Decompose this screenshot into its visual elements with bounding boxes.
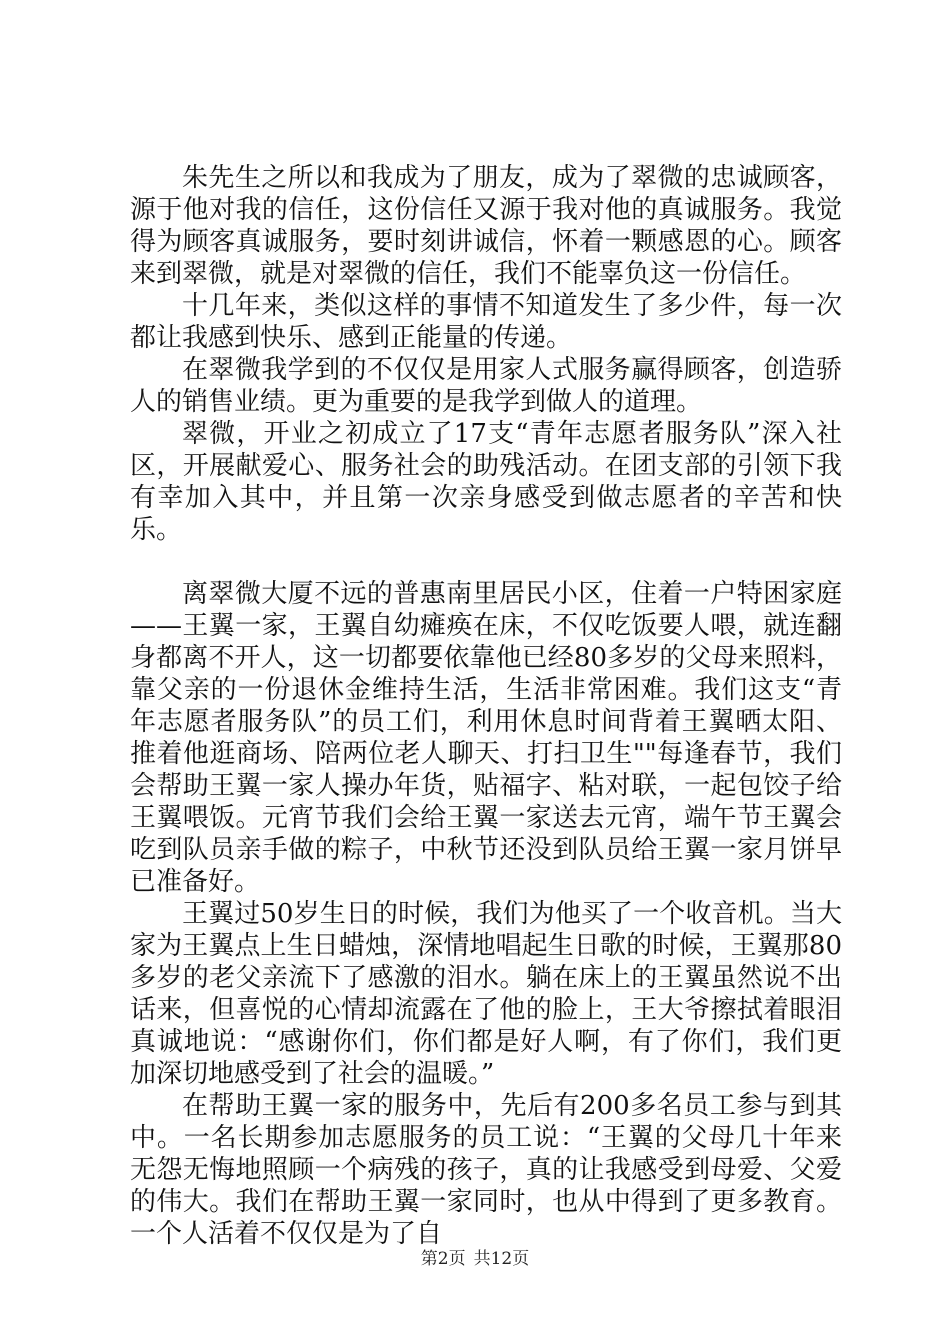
paragraph-3: 在翠微我学到的不仅仅是用家人式服务赢得顾客，创造骄人的销售业绩。更为重要的是我学到做人的道理。 [130,355,842,417]
paragraph-5: 离翠微大厦不远的普惠南里居民小区，住着一户特困家庭——王翼一家，王翼自幼瘫痪在床，不仅吃饭要人喂，就连翻身都离不开人，这一切都要依靠他已经80多岁的父母来照料，靠父亲的一份退休金维持生活，生活非常困难。我们这支“青年志愿者服务队”的员工们，利用休息时间背着王翼晒太阳、推着他逛商场、陪两位老人聊天、打扫卫生""每逢春节，我们会帮助王翼一家人操办年货，贴福字、粘对联，一起包饺子给王翼喂饭。元宵节我们会给王翼一家送去元宵，端午节王翼会吃到队员亲手做的粽子，中秋节还没到队员给王翼一家月饼早已准备好。 [130,579,842,897]
paragraph-2: 十几年来，类似这样的事情不知道发生了多少件，每一次都让我感到快乐、感到正能量的传递。 [130,291,842,353]
page-footer [0,1244,950,1269]
paragraph-1: 朱先生之所以和我成为了朋友，成为了翠微的忠诚顾客，源于他对我的信任，这份信任又源于我对他的真诚服务。我觉得为顾客真诚服务，要时刻讲诚信，怀着一颗感恩的心。顾客来到翠微，就是对翠微的信任，我们不能辜负这一份信任。 [130,163,842,289]
page-number: 第2页 [420,1249,466,1269]
paragraph-7: 在帮助王翼一家的服务中，先后有200多名员工参与到其中。一名长期参加志愿服务的员工说：“王翼的父母几十年来无怨无悔地照顾一个病残的孩子，真的让我感受到母爱、父爱的伟大。我们在帮助王翼一家同时，也从中得到了更多教育。一个人活着不仅仅是为了自 [130,1091,842,1249]
paragraph-4: 翠微，开业之初成立了17支“青年志愿者服务队”深入社区，开展献爱心、服务社会的助残活动。在团支部的引领下我有幸加入其中，并且第一次亲身感受到做志愿者的辛苦和快乐。 [130,419,842,545]
paragraph-6: 王翼过50岁生日的时候，我们为他买了一个收音机。当大家为王翼点上生日蜡烛，深情地唱起生日歌的时候，王翼那80多岁的老父亲流下了感激的泪水。躺在床上的王翼虽然说不出话来，但喜悦的心情却流露在了他的脸上，王大爷擦拭着眼泪真诚地说：“感谢你们，你们都是好人啊，有了你们，我们更加深切地感受到了社会的温暖。” [130,899,842,1089]
page-total: 共12页 [473,1249,530,1269]
document-body [130,162,842,1250]
